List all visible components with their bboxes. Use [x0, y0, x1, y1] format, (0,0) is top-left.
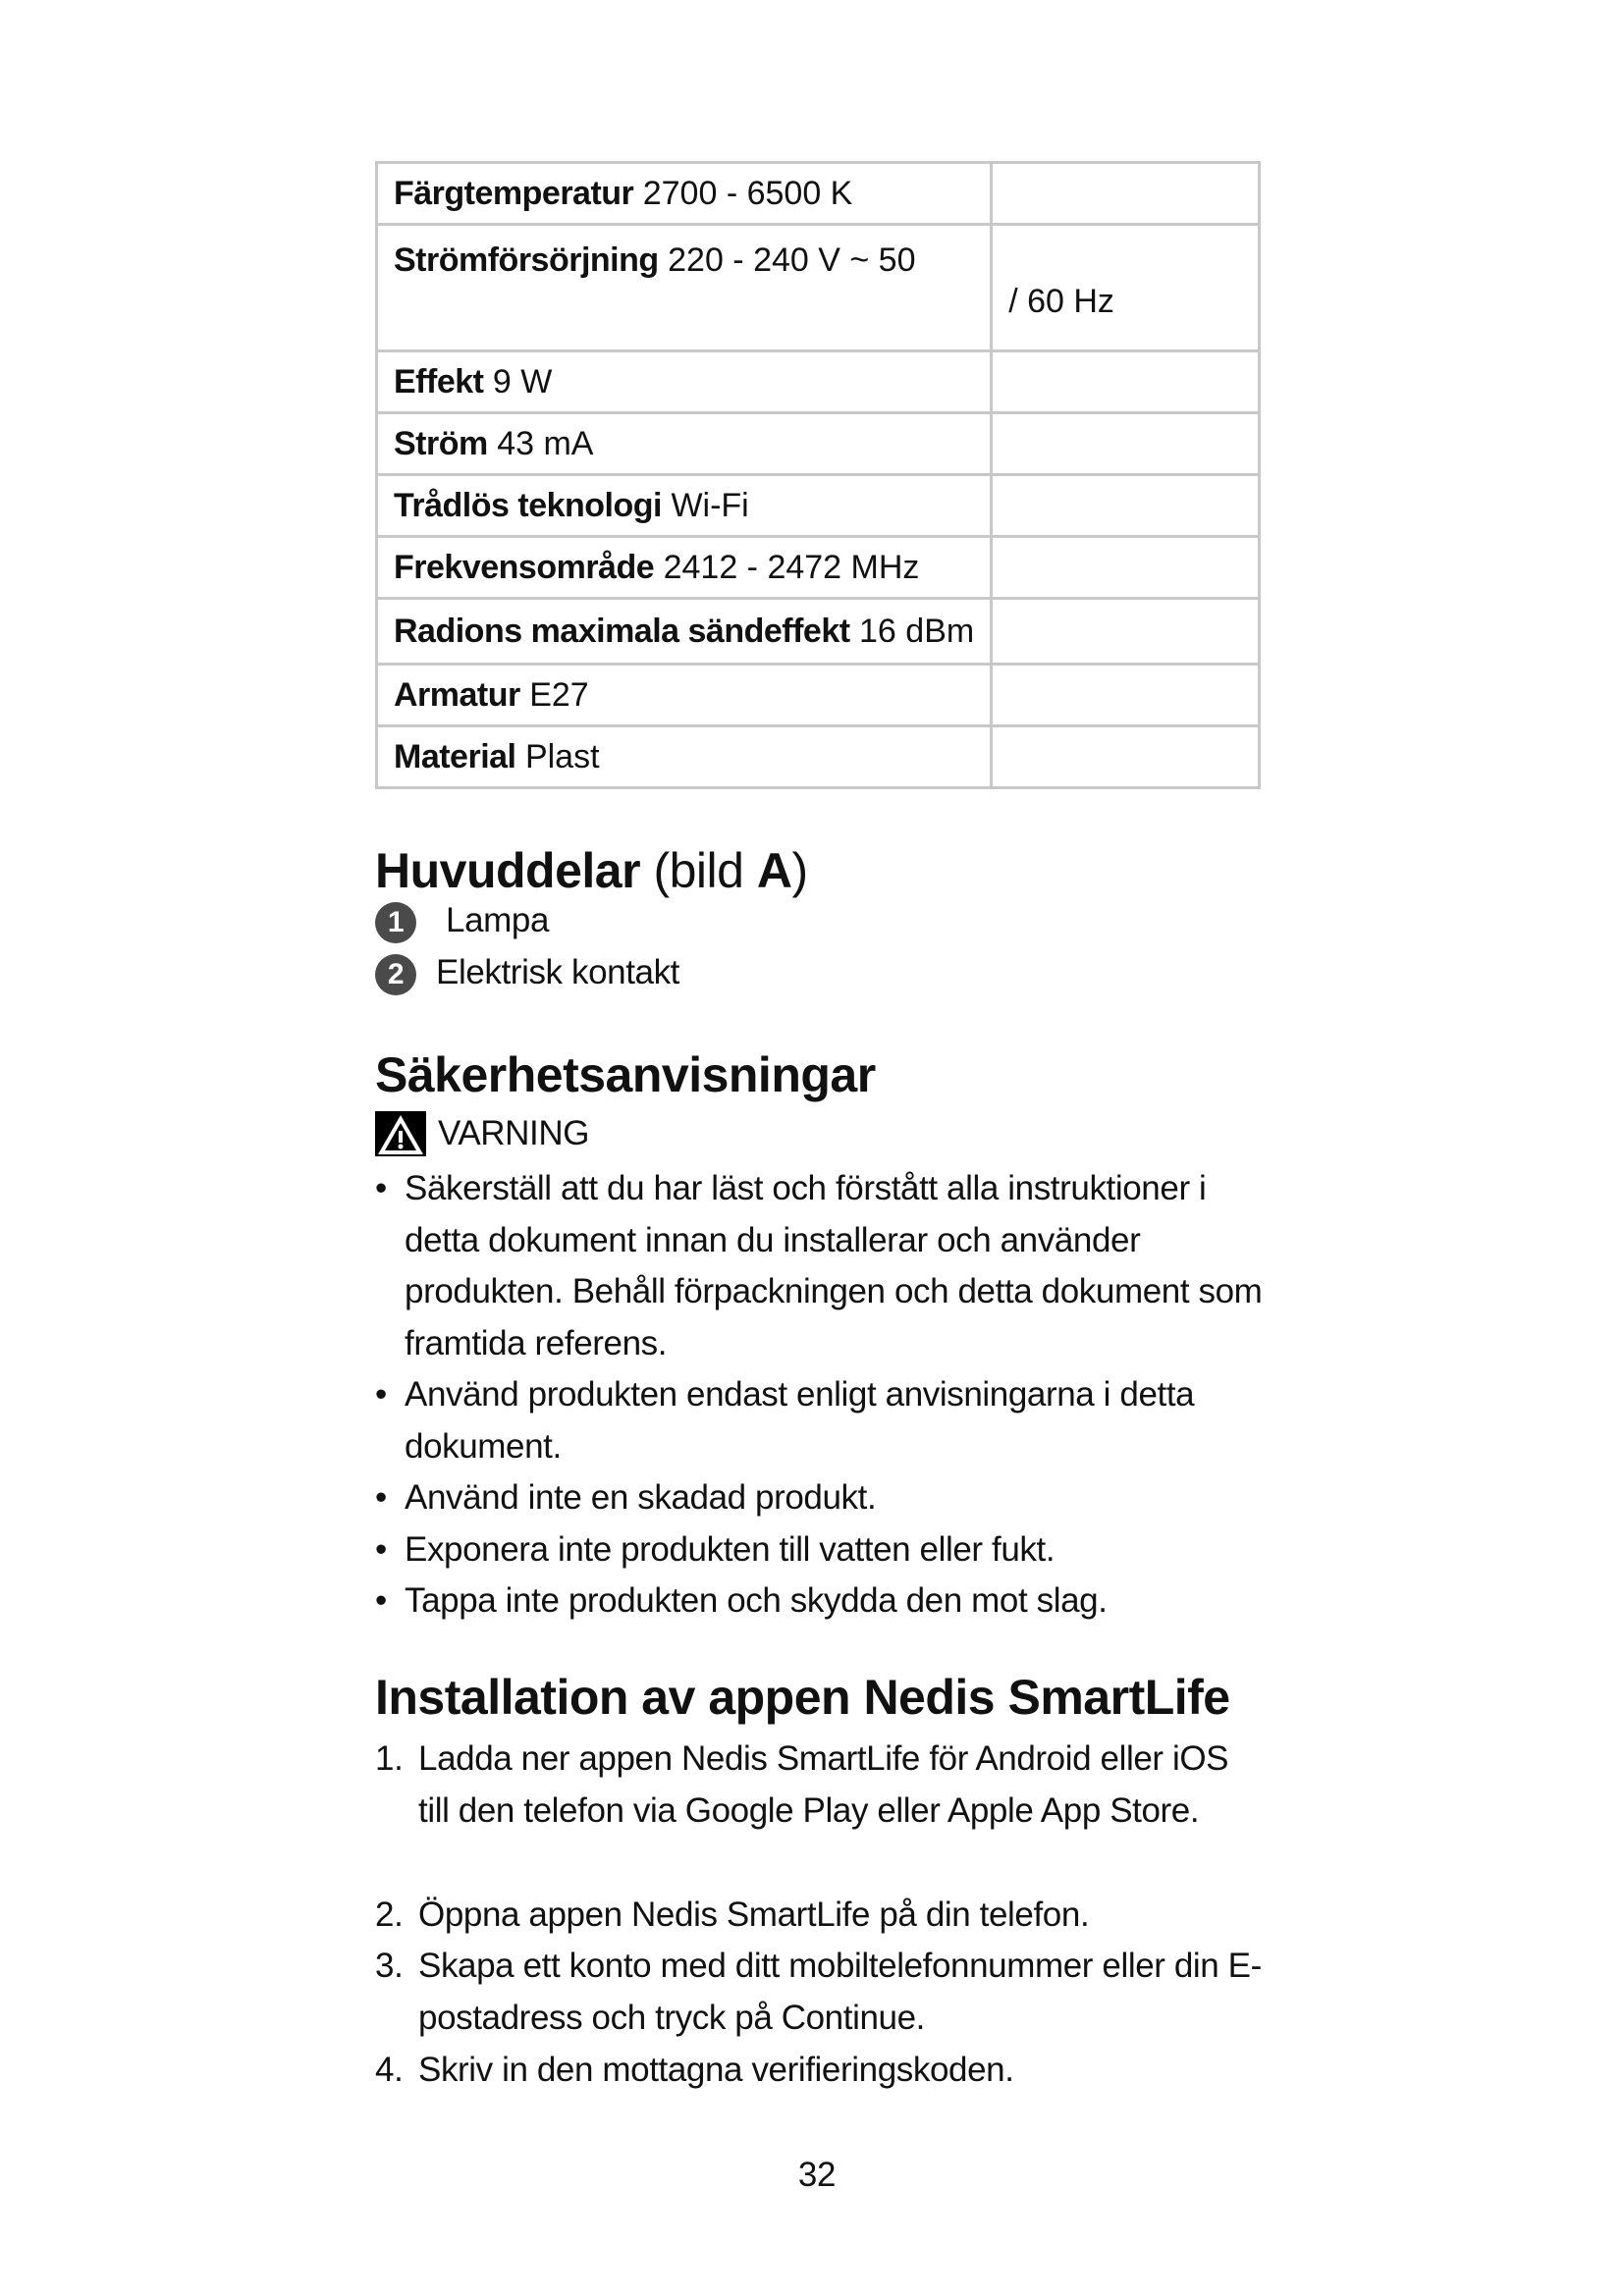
spec-label: Effekt [394, 362, 484, 400]
spec-row [377, 225, 1260, 351]
spec-value: 220 - 240 V ~ 50 [668, 241, 916, 279]
bullet-item: • Tappa inte produkten och skydda den mot slag. [375, 1581, 1108, 1620]
bullet-item: • Använd inte en skadad produkt. [375, 1478, 877, 1517]
spec-row [377, 475, 1260, 537]
number-badge-icon: 1 [375, 902, 416, 943]
spec-table [375, 161, 1261, 789]
spec-value: Plast [524, 737, 600, 775]
spec-label: Färgtemperatur [394, 174, 634, 212]
spec-label: Strömförsörjning [394, 241, 659, 279]
spec-value: 2412 - 2472 MHz [663, 548, 920, 586]
part-item: 2 Elektrisk kontakt [375, 947, 679, 999]
spec-row [377, 726, 1260, 788]
page-number: 32 [797, 2156, 837, 2194]
spec-value-cont: / 60 Hz [1008, 283, 1114, 320]
spec-label: Trådlös teknologi [394, 486, 662, 524]
warning-triangle-icon [375, 1111, 426, 1156]
spec-row [377, 351, 1260, 413]
bullet-item: • Säkerställ att du har läst och förstått alla instruktioner i detta dokument innan du installerar och använder produkten. Behåll förpackningen och detta dokument som framtida referens. [375, 1169, 1263, 1362]
spec-label: Material [394, 737, 516, 775]
section-heading-safety: Säkerhetsanvisningar [375, 1047, 876, 1102]
spec-row [377, 537, 1260, 599]
spec-value: 43 mA [497, 424, 594, 462]
spec-label: Frekvensområde [394, 548, 655, 586]
part-item: 1 Lampa [375, 895, 549, 947]
warning-label: VARNING [438, 1114, 590, 1152]
spec-row [377, 665, 1260, 726]
spec-value: Wi-Fi [671, 486, 749, 524]
section-heading-install: Installation av appen Nedis SmartLife [375, 1670, 1230, 1725]
spec-value: 2700 - 6500 K [642, 174, 853, 212]
spec-row [377, 413, 1260, 475]
step-item: 4. Skriv in den mottagna verifieringskoden. [375, 2051, 1014, 2089]
step-item: 2. Öppna appen Nedis SmartLife på din telefon. [375, 1896, 1090, 1934]
step-item: 3. Skapa ett konto med ditt mobiltelefonnummer eller din E-postadress och tryck på Continue. [375, 1947, 1262, 2037]
spec-value: E27 [529, 675, 589, 714]
bullet-item: • Exponera inte produkten till vatten eller fukt. [375, 1530, 1056, 1569]
step-item: 1. Ladda ner appen Nedis SmartLife för Android eller iOS till den telefon via Google Play eller Apple App Store. [375, 1739, 1229, 1830]
spec-value: 16 dBm [859, 612, 975, 650]
spec-label: Radions maximala sändeffekt [394, 612, 850, 650]
section-heading-main-parts: Huvuddelar (bild A) [375, 843, 808, 898]
number-badge-icon: 2 [375, 954, 416, 995]
spec-label: Armatur [394, 675, 520, 714]
spec-row [377, 163, 1260, 225]
spec-label: Ström [394, 424, 488, 462]
spec-value: 9 W [492, 362, 553, 400]
spec-row [377, 599, 1260, 665]
bullet-item: • Använd produkten endast enligt anvisningarna i detta dokument. [375, 1375, 1195, 1466]
